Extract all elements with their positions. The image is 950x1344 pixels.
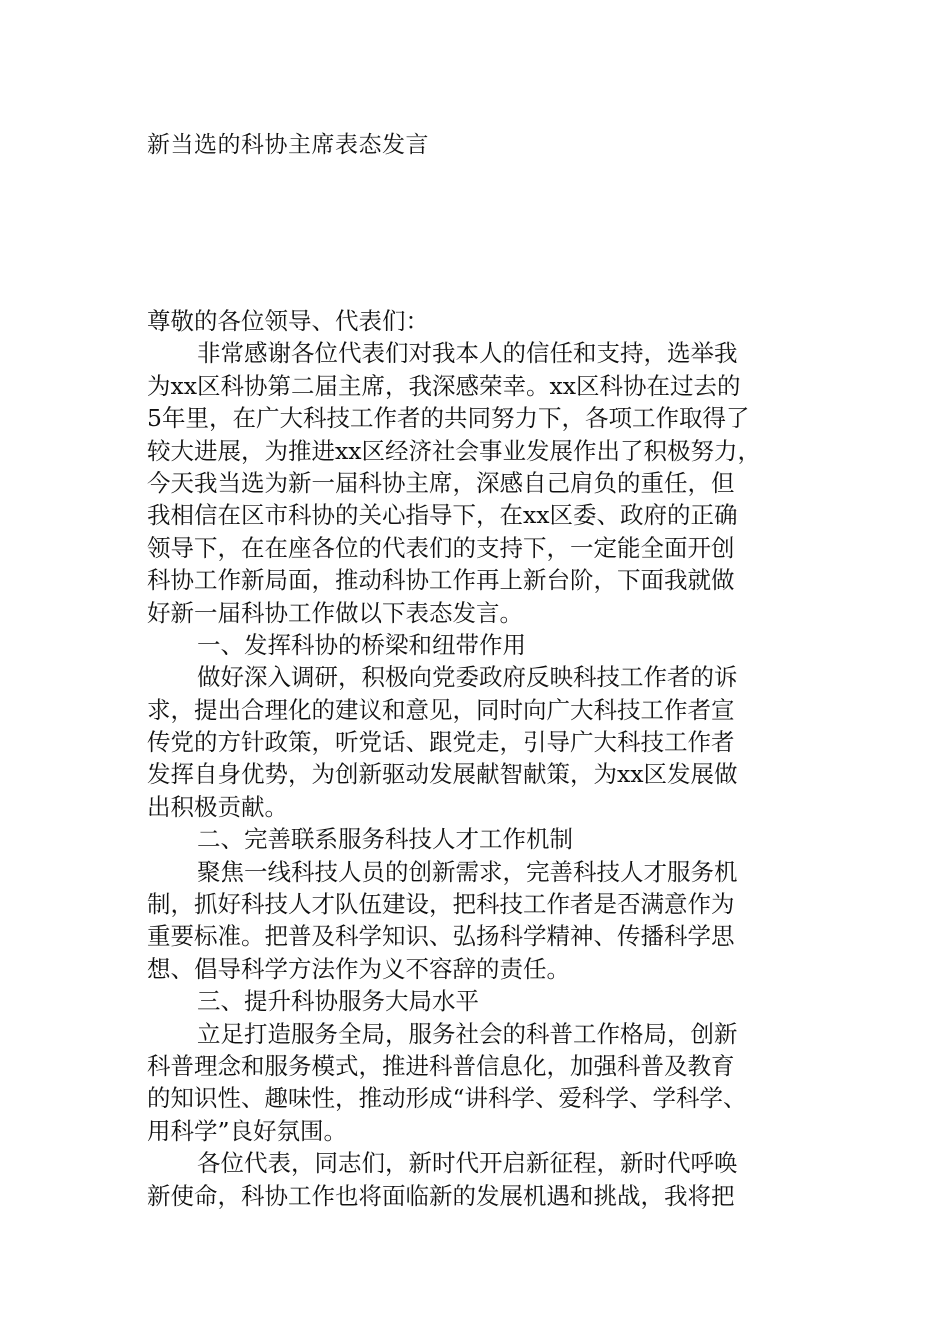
paragraph-line: 聚焦一线科技人员的创新需求，完善科技人才服务机: [197, 857, 738, 886]
paragraph-line: 领导下，在在座各位的代表们的支持下，一定能全面开创: [147, 533, 735, 562]
paragraph-line: 三、提升科协服务大局水平: [197, 987, 479, 1016]
document-body: [147, 305, 807, 1212]
paragraph-line: 尊敬的各位领导、代表们：: [147, 307, 429, 335]
paragraph-line: 出积极贡献。: [147, 792, 288, 821]
paragraph-line: 科普理念和服务模式，推进科普信息化，加强科普及教育: [147, 1051, 735, 1080]
paragraph-line: 较大进展，为推进xx区经济社会事业发展作出了积极努力，: [147, 436, 762, 465]
paragraph-line: 好新一届科协工作做以下表态发言。: [147, 598, 523, 627]
paragraph-line: 求，提出合理化的建议和意见，同时向广大科技工作者宣: [147, 695, 735, 724]
paragraph-line: 立足打造服务全局，服务社会的科普工作格局，创新: [197, 1019, 738, 1048]
paragraph-line: 制，抓好科技人才队伍建设，把科技工作者是否满意作为: [147, 890, 735, 919]
paragraph-line: 为xx区科协第二届主席，我深感荣幸。xx区科协在过去的: [147, 371, 741, 400]
paragraph-line: 今天我当选为新一届科协主席，深感自己肩负的重任，但: [147, 468, 735, 497]
paragraph-line: 用科学”良好氛围。: [147, 1116, 348, 1145]
paragraph-line: 我相信在区市科协的关心指导下，在xx区委、政府的正确: [147, 501, 738, 530]
paragraph-line: 各位代表，同志们，新时代开启新征程，新时代呼唤: [197, 1149, 738, 1178]
paragraph-line: 发挥自身优势，为创新驱动发展献智献策，为xx区发展做: [147, 760, 738, 789]
paragraph-line: 5年里，在广大科技工作者的共同努力下，各项工作取得了: [147, 404, 750, 433]
paragraph-line: 的知识性、趣味性，推动形成“讲科学、爱科学、学科学、: [147, 1084, 747, 1113]
paragraph-line: 传党的方针政策，听党话、跟党走，引导广大科技工作者: [147, 728, 735, 757]
paragraph-line: 非常感谢各位代表们对我本人的信任和支持，选举我: [197, 339, 738, 368]
paragraph-line: 科协工作新局面，推动科协工作再上新台阶，下面我就做: [147, 566, 735, 595]
paragraph-line: 做好深入调研，积极向党委政府反映科技工作者的诉: [197, 663, 738, 692]
document-title: 新当选的科协主席表态发言: [147, 132, 429, 158]
paragraph-line: 一、发挥科协的桥梁和纽带作用: [197, 630, 526, 659]
paragraph-line: 二、完善联系服务科技人才工作机制: [197, 825, 573, 854]
paragraph-line: 想、倡导科学方法作为义不容辞的责任。: [147, 954, 570, 983]
paragraph-line: 新使命，科协工作也将面临新的发展机遇和挑战，我将把: [147, 1181, 735, 1210]
paragraph-line: 重要标准。把普及科学知识、弘扬科学精神、传播科学思: [147, 922, 735, 951]
